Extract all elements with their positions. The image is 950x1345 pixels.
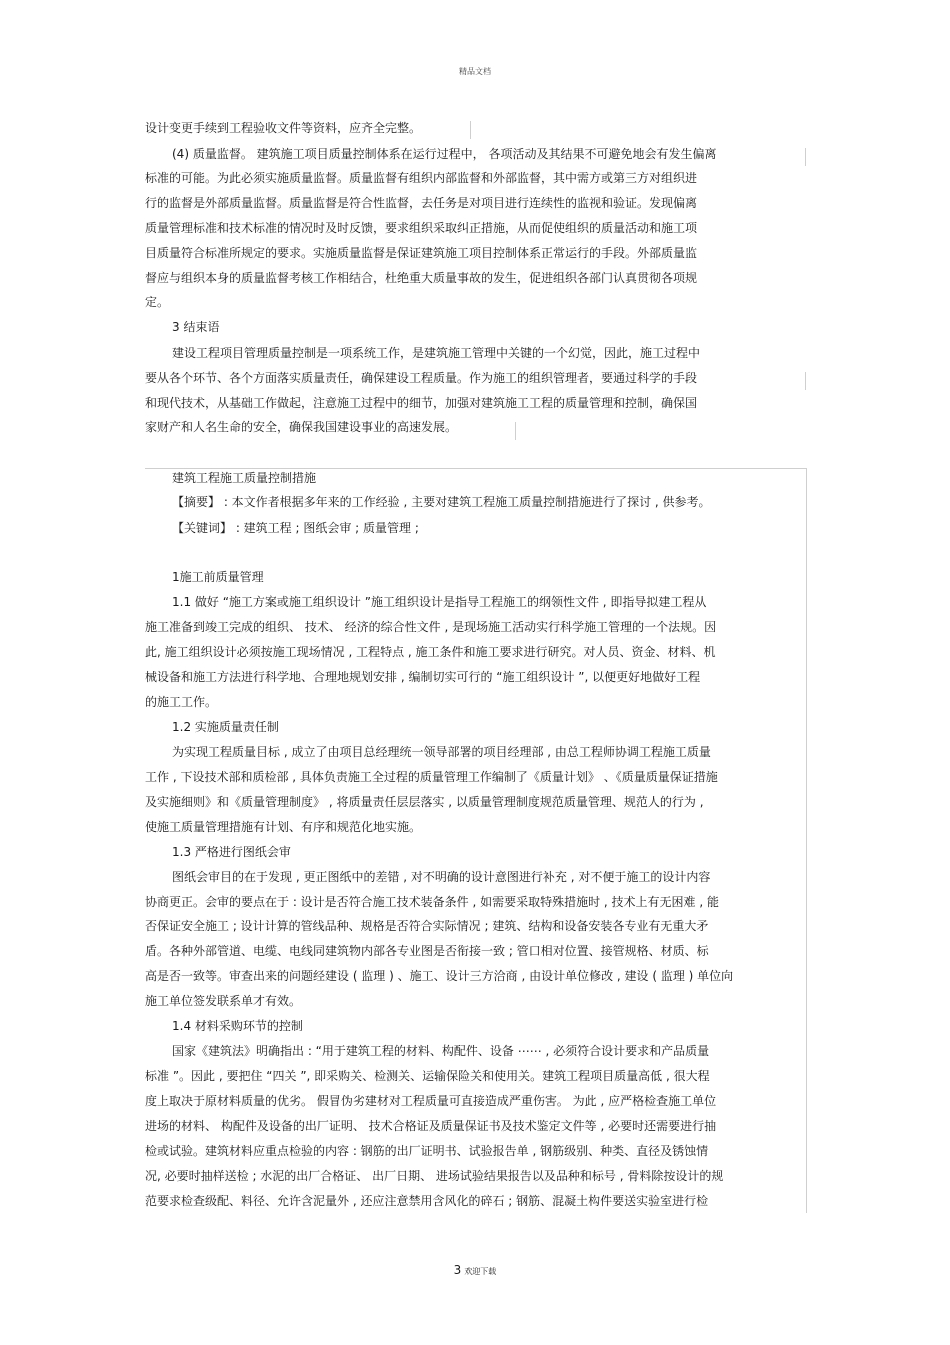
text-line: 施工准备到竣工完成的组织、 技术、 经济的综合性文件 , 是现场施工活动实行科学施工管理的一个法规。因 [145,620,717,634]
text-line: 施工单位签发联系单才有效。 [145,994,302,1008]
text-line: 械设备和施工方法进行科学地、合理地规划安排 , 编制切实可行的 “施工组织设计 ”, 以便更好地做好工程 [145,670,701,684]
footer-text: 欢迎下载 [464,1267,497,1276]
text-line: 设计变更手续到工程验收文件等资料，应齐全完整。 [145,121,422,135]
text-line: 协商更正。会审的要点在于 : 设计是否符合施工技术装备条件 , 如需要采取特殊措施时 , 技术上有无困难 , 能 [145,895,720,909]
text-line: 家财产和人名生命的安全，确保我国建设事业的高速发展。 [145,420,458,434]
text-line: 此, 施工组织设计必须按施工现场情况 , 工程特点 , 施工条件和施工要求进行研究。对人员、资金、材料、机 [145,645,716,659]
text-line: 标准的可能。为此必须实施质量监督。质量监督有组织内部监督和外部监督，其中需方或第三方对组织进 [145,171,698,185]
text-line: 目质量符合标准所规定的要求。实施质量监督是保证建筑施工项目控制体系正常运行的手段。外部质量监 [145,246,698,260]
text-line: 使施工质量管理措施有计划、有序和规范化地实施。 [145,820,422,834]
text-line: 督应与组织本身的质量监督考核工作相结合，杜绝重大质量事故的发生，促进组织各部门认真贯彻各项规 [145,271,698,285]
section-heading: 3 结束语 [172,320,220,334]
text-line: 的施工工作。 [145,695,218,709]
text-line: 和现代技术，从基础工作做起，注意施工过程中的细节，加强对建筑施工工程的质量管理和控制，确保国 [145,396,698,410]
page-footer [0,1259,950,1278]
abstract: 【摘要】 : 本文作者根据多年来的工作经验 , 主要对建筑工程施工质量控制措施进行了探讨 , 供参考。 [172,495,711,509]
text-line: 况, 必要时抽样送检 ; 水泥的出厂合格证、 出厂日期、 进场试验结果报告以及品种和标号 , 骨料除按设计的规 [145,1169,724,1183]
text-line: 1.1 做好 “施工方案或施工组织设计 ”施工组织设计是指导工程施工的纲领性文件 , 即指导拟建工程从 [172,595,707,609]
text-line: 图纸会审目的在于发现 , 更正图纸中的差错 , 对不明确的设计意图进行补充 , 对不便于施工的设计内容 [172,870,711,884]
text-line: 范要求检查级配、料径、允许含泥量外 , 还应注意禁用含风化的碎石 ; 钢筋、混凝土构件要送实验室进行检 [145,1194,709,1208]
scan-rule [805,148,806,166]
page-number: 3 [453,1263,462,1277]
scan-rule [515,422,516,440]
text-line: 为实现工程质量目标 , 成立了由项目总经理统一领导部署的项目经理部 , 由总工程师协调工程施工质量 [172,745,711,759]
text-line: (4) 质量监督。 建筑施工项目质量控制体系在运行过程中， 各项活动及其结果不可避免地会有发生偏离 [172,147,717,161]
section-heading: 1施工前质量管理 [172,570,264,584]
scan-rule [470,121,471,139]
section-heading: 1.2 实施质量责任制 [172,720,279,734]
keywords: 【关键词】 : 建筑工程 ; 图纸会审 ; 质量管理 ; [172,521,419,535]
text-line: 国家《建筑法》明确指出 : “用于建筑工程的材料、构配件、设备 ⋯⋯ , 必须符合设计要求和产品质量 [172,1044,710,1058]
text-line: 否保证安全施工 ; 设计计算的管线品种、规格是否符合实际情况 ; 建筑、结构和设备安装各专业有无重大矛 [145,919,709,933]
text-line: 行的监督是外部质量监督。质量监督是符合性监督，去任务是对项目进行连续性的监视和验证。发现偏离 [145,196,698,210]
page-header: 精品文档 [459,67,491,76]
text-line: 标准 ”。因此 , 要把住 “四关 ”, 即采购关、检测关、运输保险关和使用关。建筑工程项目质量高低 , 很大程 [145,1069,710,1083]
text-line: 进场的材料、 构配件及设备的出厂证明、 技术合格证及质量保证书及技术鉴定文件等 , 必要时还需要进行抽 [145,1119,717,1133]
text-line: 盾。各种外部管道、电缆、电线同建筑物内部各专业图是否衔接一致 ; 管口相对位置、接管规格、材质、标 [145,944,709,958]
text-line: 质量管理标准和技术标准的情况时及时反馈，要求组织采取纠正措施，从而促使组织的质量活动和施工项 [145,221,698,235]
text-line: 建设工程项目管理质量控制是一项系统工作，是建筑施工管理中关键的一个幻觉，因此，施工过程中 [172,346,701,360]
section-right-edge [806,468,807,1213]
text-line: 高是否一致等。审查出来的问题经建设 ( 监理 ) 、施工、设计三方洽商 , 由设计单位修改 , 建设 ( 监理 ) 单位向 [145,969,734,983]
section-heading: 1.3 严格进行图纸会审 [172,845,291,859]
text-line: 度上取决于原材料质量的优劣。 假冒伪劣建材对工程质量可直接造成严重伤害。 为此 , 应严格检查施工单位 [145,1094,717,1108]
article-title: 建筑工程施工质量控制措施 [172,471,317,485]
text-line: 工作 , 下设技术部和质检部 , 具体负责施工全过程的质量管理工作编制了《质量计划》 、《质量质量保证措施 [145,770,718,784]
section-heading: 1.4 材料采购环节的控制 [172,1019,303,1033]
text-line: 要从各个环节、各个方面落实质量责任，确保建设工程质量。作为施工的组织管理者，要通过科学的手段 [145,371,698,385]
text-line: 及实施细则》和《质量管理制度》 , 将质量责任层层落实 , 以质量管理制度规范质量管理、规范人的行为 , [145,795,704,809]
scan-rule [805,372,806,390]
text-line: 检或试验。建筑材料应重点检验的内容 : 钢筋的出厂证明书、试验报告单 , 钢筋级别、种类、直径及锈蚀情 [145,1144,709,1158]
text-line: 定。 [145,295,170,309]
section-divider [145,468,807,469]
